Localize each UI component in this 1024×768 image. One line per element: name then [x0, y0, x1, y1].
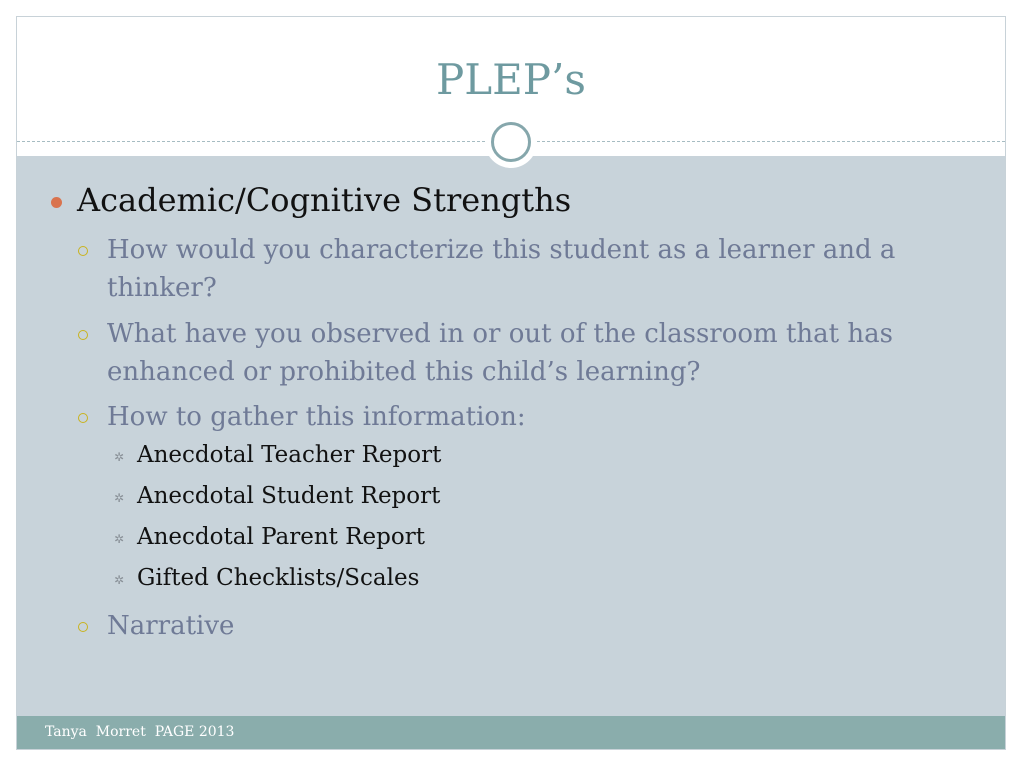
sub-bullet-checklists-scales: Gifted Checklists/Scales — [137, 565, 420, 591]
star-bullet-icon: ✲ — [114, 450, 125, 464]
star-bullet-icon: ✲ — [114, 532, 125, 546]
hollow-circle-bullet-icon — [78, 622, 88, 632]
star-bullet-icon: ✲ — [114, 573, 125, 587]
bullet-narrative: Narrative — [107, 611, 235, 641]
hollow-circle-bullet-icon — [78, 330, 88, 340]
bullet-gather-information: How to gather this information: — [107, 402, 526, 432]
circle-ornament-icon — [485, 116, 537, 168]
hollow-circle-bullet-icon — [78, 413, 88, 423]
footer-text: Tanya Morret PAGE 2013 — [45, 724, 235, 740]
bullet-characterize-learner: How would you characterize this student as a learner and a thinker? — [107, 235, 896, 303]
sub-bullet-parent-report: Anecdotal Parent Report — [137, 524, 425, 550]
slide-title: PLEP’s — [436, 55, 586, 104]
bullet-observed-classroom: What have you observed in or out of the classroom that has enhanced or prohibited this child’s learning? — [107, 319, 893, 387]
bullet-academic-cognitive-strengths: Academic/Cognitive Strengths — [77, 181, 572, 219]
slide — [16, 16, 1006, 750]
bullet-dot-icon — [51, 197, 62, 208]
sub-bullet-teacher-report: Anecdotal Teacher Report — [137, 442, 442, 468]
footer-bar — [17, 716, 1005, 750]
star-bullet-icon: ✲ — [114, 491, 125, 505]
ornament-ring — [491, 122, 531, 162]
sub-bullet-student-report: Anecdotal Student Report — [137, 483, 441, 509]
hollow-circle-bullet-icon — [78, 246, 88, 256]
